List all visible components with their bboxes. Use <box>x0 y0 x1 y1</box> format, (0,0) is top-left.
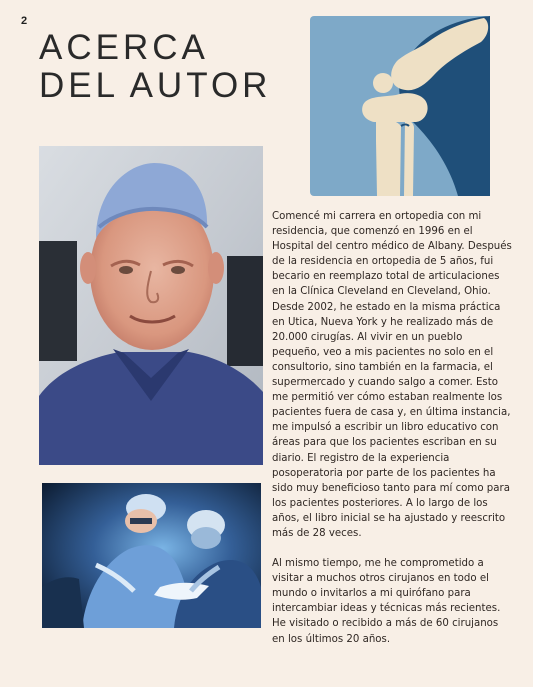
page-title: ACERCA DEL AUTOR <box>39 28 272 105</box>
biography-paragraph-1: Comencé mi carrera en ortopedia con mi residencia, que comenzó en 1996 en el Hospital del centro médico de Albany. Después de la residencia en ortopedia de 5 años, fui becario en reemplazo total de articulaciones en la Clínica Cleveland en Cleveland, Ohio. Desde 2002, he estado en la misma práctica en Utica, Nueva York y he realizado más de 20.000 cirugías. Al vivir en un pueblo pequeño, veo a mis pacientes no solo en el consultorio, sino también en la farmacia, el supermercado y cuando salgo a comer. Esto me permitió ver cómo estaban realmente los pacientes fuera de casa y, en última instancia, me impulsó a escribir un libro educativo con áreas para que los pacientes escriban en su diario. El registro de la experiencia posoperatoria por parte de los pacientes ha sido muy beneficioso tanto para mí como para los pacientes posteriores. A lo largo de los años, el libro inicial se ha ajustado y reescrito más de 28 veces. <box>272 211 512 539</box>
surgeon-portrait-photo <box>39 146 263 465</box>
author-biography <box>272 209 512 647</box>
operating-room-photo <box>42 483 261 628</box>
paragraph-spacer <box>272 541 512 556</box>
knee-joint-illustration <box>310 16 490 196</box>
page-number: 2 <box>21 15 28 27</box>
biography-paragraph-2: Al mismo tiempo, me he comprometido a visitar a muchos otros cirujanos en todo el mundo o invitarlos a mi quirófano para intercambiar ideas y técnicas más recientes. He visitado o recibido a más de 60 cirujanos en los últimos 20 años. <box>272 558 501 645</box>
